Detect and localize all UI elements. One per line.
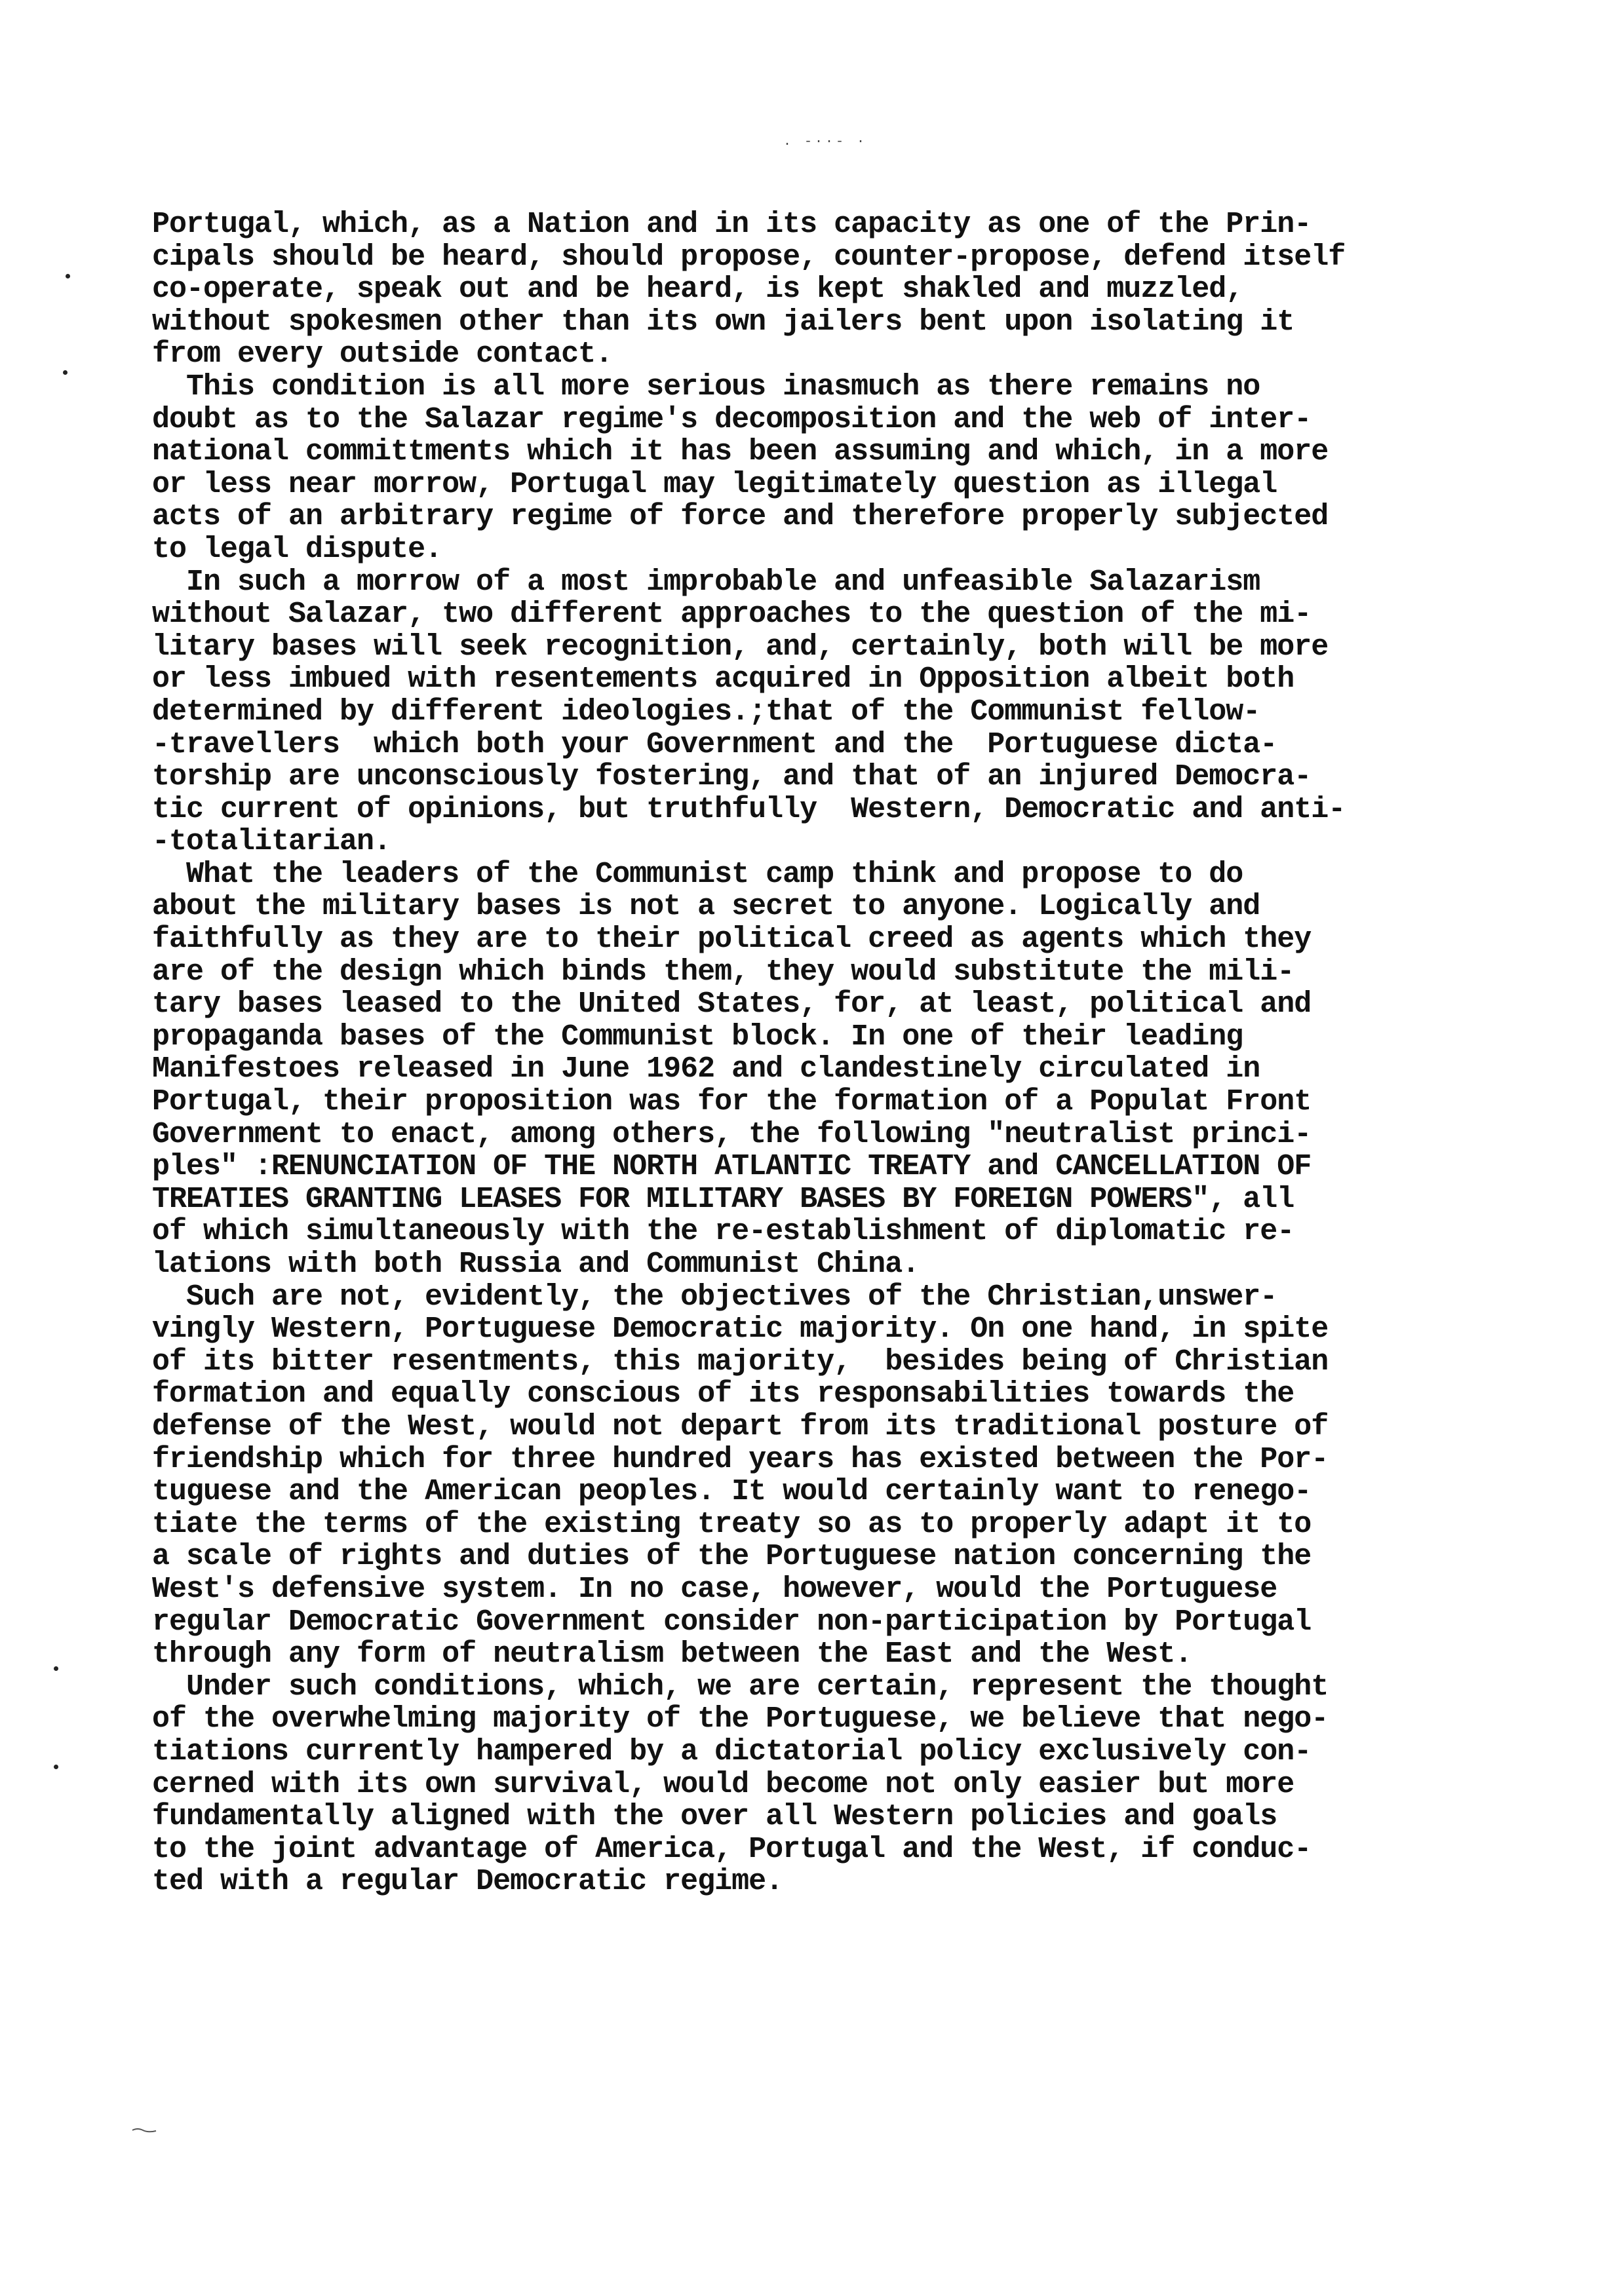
text-line: are of the design which binds them, they would substitute the mili- xyxy=(152,955,1294,989)
text-line: This condition is all more serious inasmuch as there remains no xyxy=(152,370,1260,404)
text-line: torship are unconsciously fostering, and that of an injured Democra- xyxy=(152,760,1312,794)
text-line: acts of an arbitrary regime of force and therefore properly subjected xyxy=(152,500,1329,534)
text-line: vingly Western, Portuguese Democratic majority. On one hand, in spite xyxy=(152,1312,1329,1347)
text-line: without spokesmen other than its own jailers bent upon isolating it xyxy=(152,305,1294,339)
text-line: cipals should be heard, should propose, counter-propose, defend itself xyxy=(152,240,1346,274)
text-line: determined by different ideologies.;that of the Communist fellow- xyxy=(152,695,1260,729)
page-mark: . -··- · xyxy=(783,134,868,149)
text-line: propaganda bases of the Communist block. In one of their leading xyxy=(152,1020,1243,1054)
text-line: West's defensive system. In no case, however, would the Portuguese xyxy=(152,1572,1277,1606)
text-line: defense of the West, would not depart from its traditional posture of xyxy=(152,1409,1329,1444)
text-line: co-operate, speak out and be heard, is kept shakled and muzzled, xyxy=(152,273,1243,307)
text-line: faithfully as they are to their political creed as agents which they xyxy=(152,923,1312,957)
text-line: friendship which for three hundred years has existed between the Por- xyxy=(152,1442,1329,1476)
text-line: Such are not, evidently, the objectives of the Christian,unswer- xyxy=(152,1280,1277,1314)
text-line: fundamentally aligned with the over all Western policies and goals xyxy=(152,1800,1277,1834)
text-line: litary bases will seek recognition, and, certainly, both will be more xyxy=(152,630,1329,664)
text-line: ples" :RENUNCIATION OF THE NORTH ATLANTIC TREATY and CANCELLATION OF xyxy=(152,1150,1312,1184)
text-line: or less imbued with resentements acquired in Opposition albeit both xyxy=(152,662,1294,697)
corner-mark xyxy=(131,2126,157,2133)
text-line: to the joint advantage of America, Portugal and the West, if conduc- xyxy=(152,1832,1312,1866)
text-line: formation and equally conscious of its responsabilities towards the xyxy=(152,1377,1294,1411)
text-line: Government to enact, among others, the following "neutralist princi- xyxy=(152,1117,1312,1151)
text-line: of its bitter resentments, this majority, besides being of Christian xyxy=(152,1345,1329,1379)
text-line: doubt as to the Salazar regime's decomposition and the web of inter- xyxy=(152,402,1312,436)
text-line: of which simultaneously with the re-establishment of diplomatic re- xyxy=(152,1215,1294,1249)
text-line: Manifestoes released in June 1962 and clandestinely circulated in xyxy=(152,1052,1260,1086)
text-line: lations with both Russia and Communist China. xyxy=(152,1248,920,1281)
text-line: without Salazar, two different approaches to the question of the mi- xyxy=(152,598,1312,632)
text-line: from every outside contact. xyxy=(152,337,613,372)
text-line: or less near morrow, Portugal may legitimately question as illegal xyxy=(152,467,1277,501)
text-line: Under such conditions, which, we are certain, represent the thought xyxy=(152,1670,1329,1704)
text-line: of the overwhelming majority of the Portuguese, we believe that nego- xyxy=(152,1702,1329,1736)
text-line: national committments which it has been assuming and which, in a more xyxy=(152,435,1329,469)
text-line: through any form of neutralism between the East and the West. xyxy=(152,1637,1192,1672)
text-line: to legal dispute. xyxy=(152,532,442,566)
typewritten-body xyxy=(152,208,1561,1898)
margin-dot xyxy=(66,274,70,278)
text-line: tiations currently hampered by a dictatorial policy exclusively con- xyxy=(152,1734,1312,1769)
text-line: What the leaders of the Communist camp think and propose to do xyxy=(152,857,1243,891)
text-line: regular Democratic Government consider non-participation by Portugal xyxy=(152,1605,1312,1639)
text-line: tic current of opinions, but truthfully Western, Democratic and anti- xyxy=(152,792,1346,826)
text-line: -travellers which both your Government and the Portuguese dicta- xyxy=(152,727,1277,761)
margin-dot xyxy=(54,1765,58,1769)
text-line: a scale of rights and duties of the Portuguese nation concerning the xyxy=(152,1540,1312,1574)
text-line: Portugal, their proposition was for the formation of a Populat Front xyxy=(152,1085,1312,1119)
text-line: Portugal, which, as a Nation and in its capacity as one of the Prin- xyxy=(152,208,1312,241)
text-line: -totalitarian. xyxy=(152,825,391,859)
text-line: tuguese and the American peoples. It would certainly want to renego- xyxy=(152,1475,1312,1509)
text-line: about the military bases is not a secret to anyone. Logically and xyxy=(152,890,1260,924)
text-line: cerned with its own survival, would become not only easier but more xyxy=(152,1767,1294,1801)
margin-dot xyxy=(54,1666,58,1671)
text-line: In such a morrow of a most improbable and unfeasible Salazarism xyxy=(152,565,1260,599)
text-line: tiate the terms of the existing treaty so as to properly adapt it to xyxy=(152,1507,1312,1541)
margin-dot xyxy=(63,370,68,375)
text-line: tary bases leased to the United States, for, at least, political and xyxy=(152,987,1312,1022)
text-line: TREATIES GRANTING LEASES FOR MILITARY BASES BY FOREIGN POWERS", all xyxy=(152,1182,1294,1216)
text-line: ted with a regular Democratic regime. xyxy=(152,1865,783,1899)
